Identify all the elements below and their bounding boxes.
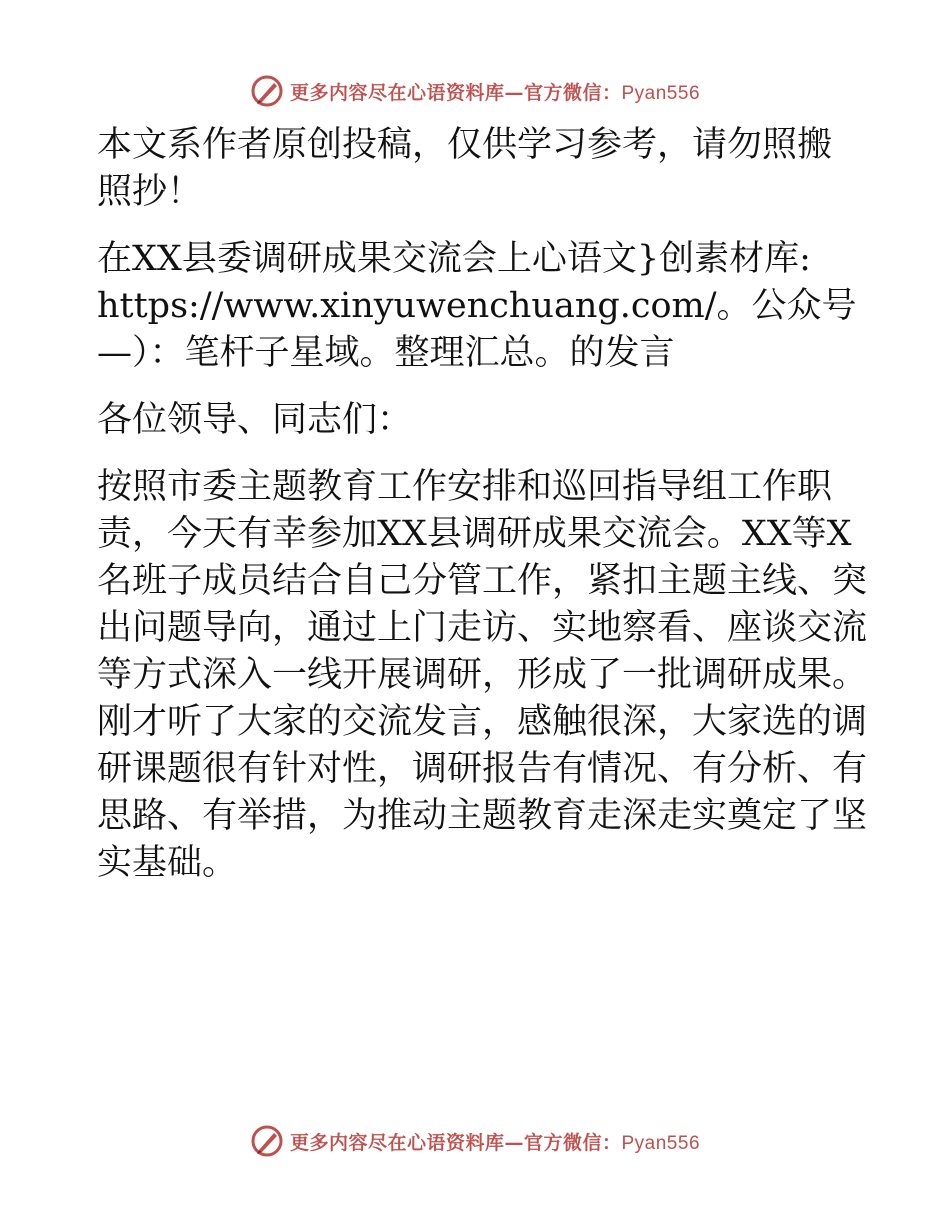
header-banner-text: 更多内容尽在心语资料库—官方微信：Pyan556 bbox=[289, 81, 701, 104]
paragraph bbox=[97, 236, 857, 377]
paragraph bbox=[97, 122, 857, 216]
pen-in-circle-logo-icon bbox=[250, 1124, 284, 1158]
text-line: 思路、有举措，为推动主题教育走深走实奠定了坚 bbox=[97, 796, 868, 836]
text-line: 按照市委主题教育工作安排和巡回指导组工作职 bbox=[97, 467, 833, 507]
text-line: https://www.xinyuwenchuang.com/。公众号 bbox=[97, 286, 857, 326]
paragraph bbox=[97, 397, 857, 444]
text-line: —）：笔杆子星域。整理汇总。的发言 bbox=[97, 333, 675, 373]
footer-banner-text: 更多内容尽在心语资料库—官方微信：Pyan556 bbox=[289, 1131, 701, 1154]
pen-in-circle-logo-icon bbox=[250, 74, 284, 108]
paragraph bbox=[97, 464, 868, 887]
text-line: 名班子成员结合自己分管工作，紧扣主题主线、突 bbox=[97, 561, 868, 601]
text-line: 实基础。 bbox=[97, 843, 238, 883]
text-line: 责，今天有幸参加XX县调研成果交流会。XX等X bbox=[97, 514, 852, 554]
header-banner bbox=[0, 71, 950, 111]
text-line: 出问题导向，通过上门走访、实地察看、座谈交流 bbox=[97, 608, 868, 648]
text-line: 照抄！ bbox=[97, 172, 203, 212]
text-line: 等方式深入一线开展调研，形成了一批调研成果。 bbox=[97, 655, 868, 695]
wechat-id: Pyan556 bbox=[621, 82, 701, 104]
footer-banner bbox=[0, 1121, 950, 1161]
text-line: 本文系作者原创投稿，仅供学习参考，请勿照搬 bbox=[97, 125, 833, 165]
text-line: 各位领导、同志们： bbox=[97, 400, 413, 440]
document-body bbox=[97, 122, 868, 907]
text-line: 刚才听了大家的交流发言，感触很深，大家选的调 bbox=[97, 702, 868, 742]
wechat-id: Pyan556 bbox=[621, 1132, 701, 1154]
text-line: 在XX县委调研成果交流会上心语文}创素材库: bbox=[97, 239, 811, 279]
text-line: 研课题很有针对性，调研报告有情况、有分析、有 bbox=[97, 749, 868, 789]
